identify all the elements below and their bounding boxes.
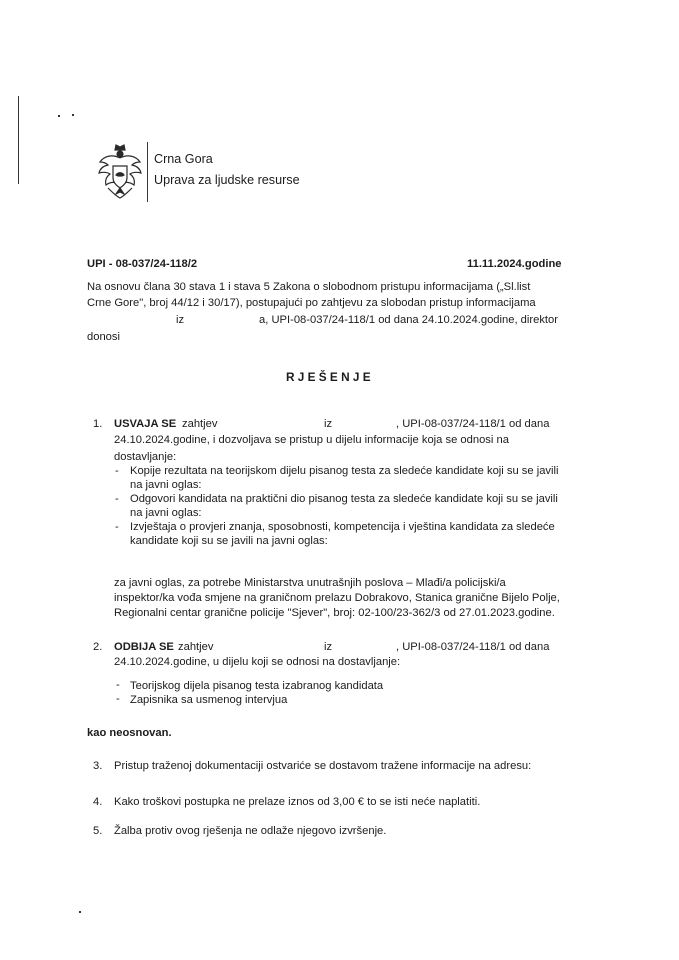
document-title: R J E Š E N J E: [286, 370, 371, 384]
item1-text-a: zahtjev: [182, 418, 218, 430]
item3-number: 3.: [93, 760, 103, 772]
closing-phrase: kao neosnovan.: [87, 727, 172, 739]
item1-bullet-1-line-2: na javni oglas:: [130, 479, 202, 491]
intro-line-4: donosi: [87, 331, 120, 343]
item5-number: 5.: [93, 825, 103, 837]
item2-text-b: iz: [324, 641, 333, 653]
item1-paragraph-line-3: Regionalni centar granične policije "Sjever", broj: 02-100/23-362/3 od 27.01.2023.godine.: [114, 607, 555, 619]
bullet-mark: -: [116, 693, 120, 705]
reference-number: UPI - 08-037/24-118/2: [87, 258, 198, 270]
item1-line-3: dostavljanje:: [114, 451, 177, 463]
intro-line-1: Na osnovu člana 30 stava 1 i stava 5 Zakona o slobodnom pristupu informacijama („Sl.list: [87, 281, 531, 293]
bullet-mark: -: [115, 493, 119, 505]
item2-line-2: 24.10.2024.godine, u dijelu koji se odnosi na dostavljanje:: [114, 656, 401, 668]
scan-dot: [72, 114, 74, 116]
item1-bullet-3-line-1: Izvještaja o provjeri znanja, sposobnosti, kompetencija i vještina kandidata za sledeće: [130, 521, 555, 533]
item1-verdict: USVAJA SE: [114, 418, 177, 430]
header-country: Crna Gora: [154, 152, 213, 166]
item1-line-2: 24.10.2024.godine, i dozvoljava se pristup u dijelu informacije koja se odnosi na: [114, 434, 509, 446]
header-institution: Uprava za ljudske resurse: [154, 173, 300, 187]
item2-text-a: zahtjev: [178, 641, 214, 653]
item1-paragraph-line-1: za javni oglas, za potrebe Ministarstva unutrašnjih poslova – Mlađi/a policijski/a: [114, 577, 506, 589]
item2-text-c: , UPI-08-037/24-118/1 od dana: [396, 641, 550, 653]
bullet-mark: -: [115, 521, 119, 533]
scan-dot: [79, 911, 81, 913]
bullet-mark: -: [115, 465, 119, 477]
item1-bullet-1-line-1: Kopije rezultata na teorijskom dijelu pisanog testa za sledeće kandidate koji su se javili: [130, 465, 559, 477]
intro-line-2: Crne Gore", broj 44/12 i 30/17), postupajući po zahtjevu za slobodan pristup informacijama: [87, 297, 536, 309]
scan-dot: [58, 115, 60, 117]
item1-number: 1.: [93, 418, 103, 430]
header-divider: [147, 142, 148, 202]
coat-of-arms-icon: [94, 142, 146, 204]
item2-bullet-1: Teorijskog dijela pisanog testa izabranog kandidata: [130, 680, 384, 692]
item1-bullet-3-line-2: kandidate koji su se javili na javni oglas:: [130, 535, 328, 547]
item1-paragraph-line-2: inspektor/ka vođa smjene na graničnom prelazu Dobrakovo, Stanica granične Bijelo Polje,: [114, 592, 560, 604]
item4-text: Kako troškovi postupka ne prelaze iznos od 3,00 € to se isti neće naplatiti.: [114, 796, 481, 808]
item2-number: 2.: [93, 641, 103, 653]
item1-bullet-2-line-1: Odgovori kandidata na praktični dio pisanog testa za sledeće kandidate koji su se javili: [130, 493, 558, 505]
item5-text: Žalba protiv ovog rješenja ne odlaže njegovo izvršenje.: [114, 825, 387, 837]
item1-text-c: , UPI-08-037/24-118/1 od dana: [396, 418, 550, 430]
reference-date: 11.11.2024.godine: [467, 258, 562, 270]
scan-edge-line: [18, 96, 19, 184]
intro-line-3b: a, UPI-08-037/24-118/1 od dana 24.10.2024.godine, direktor: [259, 314, 558, 326]
item3-text: Pristup traženoj dokumentaciji ostvariće se dostavom tražene informacije na adresu:: [114, 760, 532, 772]
item2-bullet-2: Zapisnika sa usmenog intervjua: [130, 694, 288, 706]
item1-bullet-2-line-2: na javni oglas:: [130, 507, 202, 519]
intro-line-3a: iz: [176, 314, 185, 326]
item1-text-b: iz: [324, 418, 333, 430]
bullet-mark: -: [116, 679, 120, 691]
item4-number: 4.: [93, 796, 103, 808]
item2-verdict: ODBIJA SE: [114, 641, 174, 653]
